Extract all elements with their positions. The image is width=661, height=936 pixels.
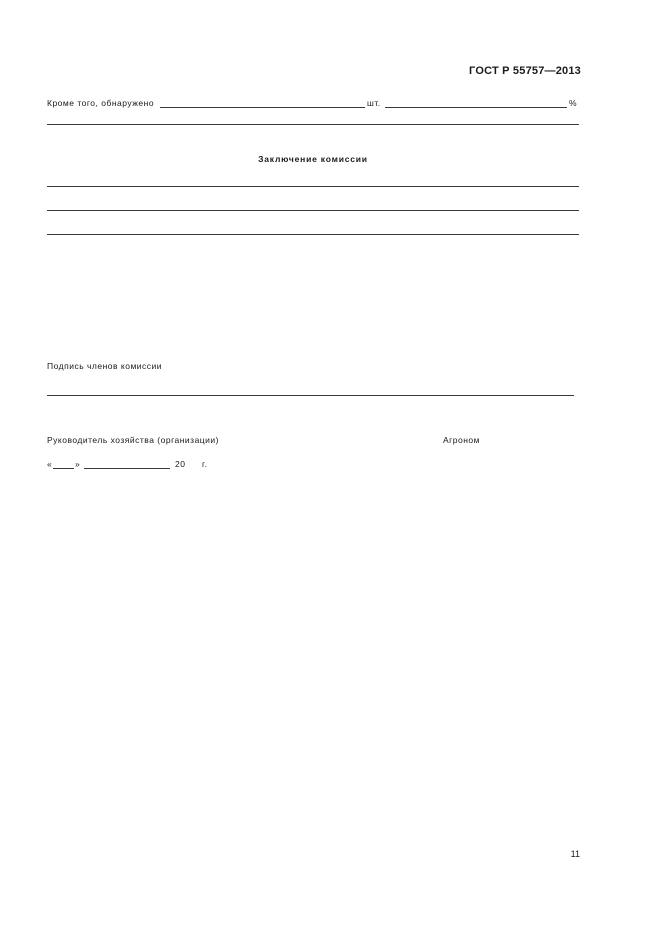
agronomist-label: Агроном: [443, 435, 480, 445]
conclusion-title: Заключение комиссии: [258, 154, 368, 164]
date-year-prefix: 20: [175, 459, 186, 469]
found-row: [47, 98, 579, 110]
found-percent-blank[interactable]: [385, 107, 567, 108]
date-open-quote: «: [47, 459, 53, 469]
percent-unit: %: [569, 98, 578, 108]
found-count-blank[interactable]: [160, 107, 365, 108]
conclusion-line-2[interactable]: [47, 210, 579, 211]
conclusion-line-1[interactable]: [47, 186, 579, 187]
date-day-blank[interactable]: [53, 468, 74, 469]
date-year-suffix: г.: [202, 459, 208, 469]
conclusion-line-3[interactable]: [47, 234, 579, 235]
signatures-line[interactable]: [47, 395, 574, 396]
date-month-blank[interactable]: [84, 468, 170, 469]
signatures-label: Подпись членов комиссии: [47, 361, 163, 371]
found-label: Кроме того, обнаружено: [47, 98, 155, 108]
continuation-line[interactable]: [47, 124, 579, 125]
page-number: 11: [570, 849, 580, 859]
date-row: [47, 459, 247, 471]
pieces-unit: шт.: [367, 98, 381, 108]
head-label: Руководитель хозяйства (организации): [47, 435, 219, 445]
standard-code: ГОСТ Р 55757—2013: [469, 65, 581, 77]
date-close-quote: »: [75, 459, 81, 469]
